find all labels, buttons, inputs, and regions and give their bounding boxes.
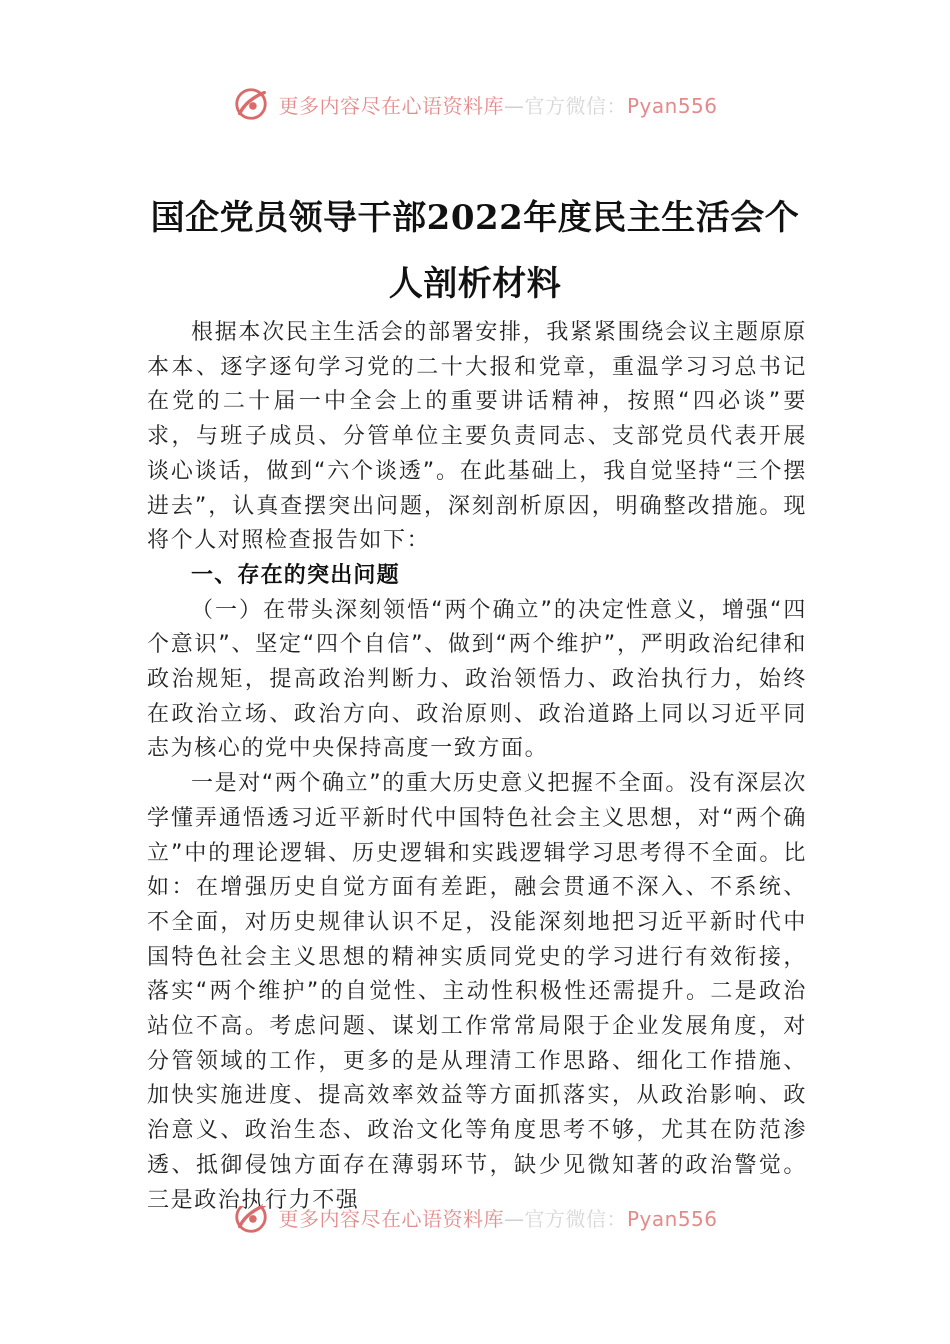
watermark-text xyxy=(278,1206,717,1232)
intro-paragraph: 根据本次民主生活会的部署安排，我紧紧围绕会议主题原原本本、逐字逐句学习党的二十大报和党章，重温学习习总书记在党的二十届一中全会上的重要讲话精神，按照“四必谈”要求，与班子成员、分管单位主要负责同志、支部党员代表开展谈心谈话，做到“六个谈透”。在此基础上，我自觉坚持“三个摆进去”，认真查摆突出问题，深刻剖析原因，明确整改措施。现将个人对照检查报告如下： xyxy=(147,320,807,554)
body-paragraph-1: 一是对“两个确立”的重大历史意义把握不全面。没有深层次学懂弄通悟透习近平新时代中国特色社会主义思想，对“两个确立”中的理论逻辑、历史逻辑和实践逻辑学习思考得不全面。比如：在增强历史自觉方面有差距，融会贯通不深入、不系统、不全面，对历史规律认识不足，没能深刻地把习近平新时代中国特色社会主义思想的精神实质同党史的学习进行有效衔接，落实“两个维护”的自觉性、主动性积极性还需提升。二是政治站位不高。考虑问题、谋划工作常常局限于企业发展角度，对分管领域的工作，更多的是从理清工作思路、细化工作措施、加快实施进度、提高效率效益等方面抓落实，从政治影响、政治意义、政治生态、政治文化等角度思考不够，尤其在防范渗透、抵御侵蚀方面存在薄弱环节，缺少见微知著的政治警觉。三是政治执行力不强 xyxy=(147,771,807,1213)
watermark-contact-id: Pyan556 xyxy=(626,93,718,118)
watermark-contact-label: 官方微信： xyxy=(524,1206,627,1231)
watermark-footer xyxy=(0,1206,950,1236)
document-title-line2: 人剖析材料 xyxy=(388,264,562,304)
document-body xyxy=(147,316,807,1218)
section1-heading: 一、存在的突出问题 xyxy=(191,562,400,588)
subsection1-paragraph: （一）在带头深刻领悟“两个确立”的决定性意义，增强“四个意识”、坚定“四个自信”、做到“两个维护”，严明政治纪律和政治规矩，提高政治判断力、政治领悟力、政治执行力，始终在政治立场、政治方向、政治原则、政治道路上同以习近平同志为核心的党中央保持高度一致方面。 xyxy=(147,597,807,762)
watermark-text-cn: 更多内容尽在心语资料库 xyxy=(278,93,504,118)
watermark-logo-icon xyxy=(232,85,270,123)
watermark-contact-id: Pyan556 xyxy=(626,1206,718,1231)
watermark-header xyxy=(0,84,950,124)
watermark-dash: — xyxy=(503,93,525,118)
document-title-line1: 国企党员领导干部2022年度民主生活会个 xyxy=(150,198,800,238)
watermark-contact-label: 官方微信： xyxy=(524,93,627,118)
watermark-dash: — xyxy=(503,1206,525,1231)
watermark-text-cn: 更多内容尽在心语资料库 xyxy=(278,1206,504,1231)
watermark-logo-icon xyxy=(232,1206,270,1236)
watermark-text xyxy=(278,90,717,119)
